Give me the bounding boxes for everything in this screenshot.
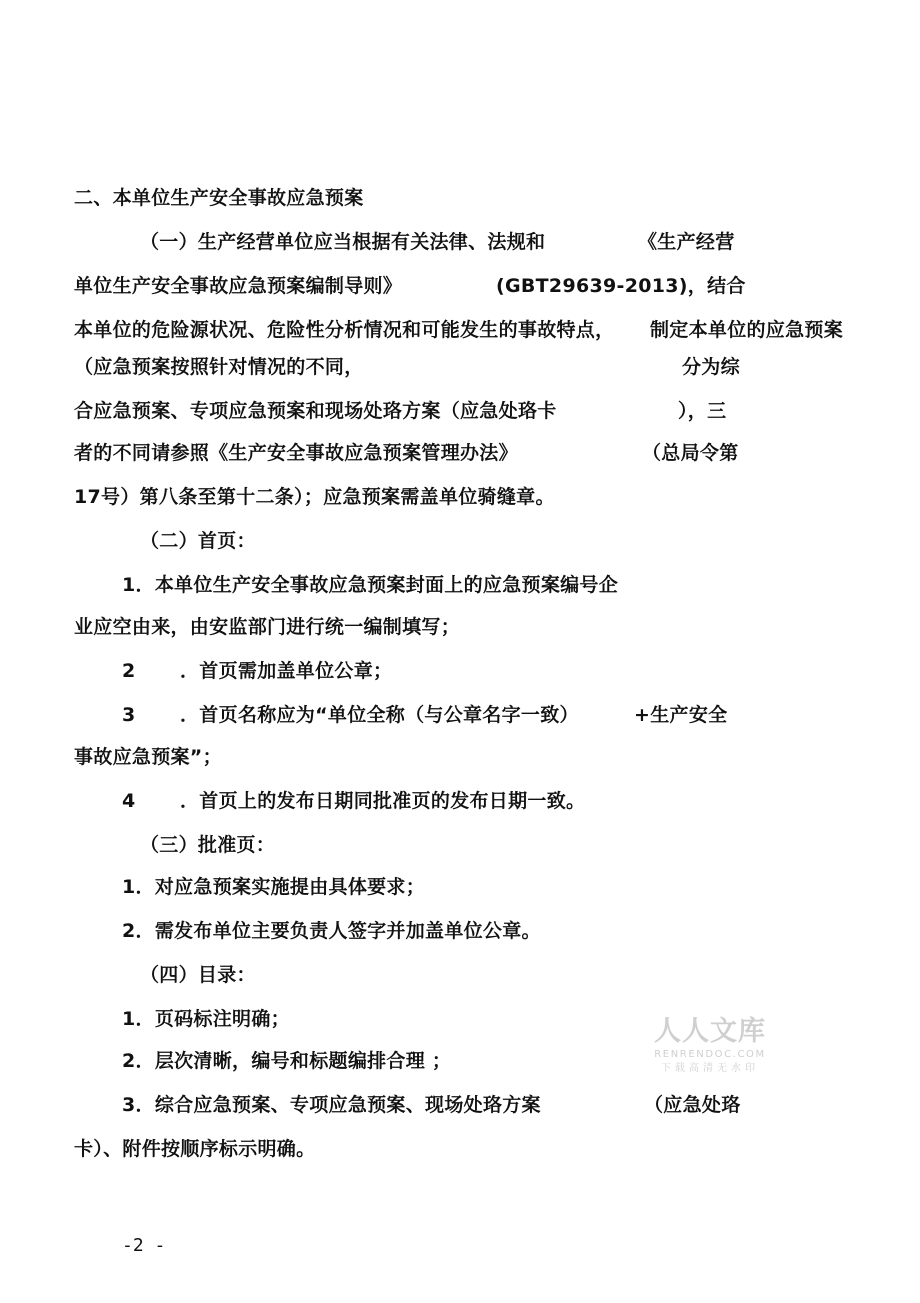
text-line: 2．需发布单位主要负责人签字并加盖单位公章。 [122, 920, 541, 942]
text-line: 2．层次清晰，编号和标题编排合理 ； [122, 1050, 452, 1072]
text-line: 制定本单位的应急预案 [650, 319, 844, 341]
text-line: （一）生产经营单位应当根据有关法律、法规和 [140, 231, 546, 253]
subsection-heading: （二）首页： [140, 530, 256, 552]
watermark-logo [648, 1016, 772, 1076]
text-line: 分为综 [682, 356, 740, 378]
text-line: 《生产经营 [638, 231, 735, 253]
text-line: 业应空由来，由安监部门进行统一编制填写； [74, 616, 461, 638]
text-line: 合应急预案、专项应急预案和现场处珞方案（应急处珞卡 [74, 400, 557, 422]
watermark-tagline: 下载高清无水印 [661, 1063, 759, 1074]
subsection-heading: （四）目录： [140, 964, 256, 986]
text-line: 单位生产安全事故应急预案编制导则》 [74, 275, 403, 297]
text-line: 事故应急预案”； [74, 746, 222, 768]
section-heading: 二、本单位生产安全事故应急预案 [74, 187, 364, 209]
list-number: 3 [122, 704, 136, 726]
watermark-url: RENRENDOC.COM [654, 1049, 766, 1060]
page-number: -2 - [122, 1235, 166, 1256]
text-line: （应急处珞 [644, 1094, 741, 1116]
text-line: 3．综合应急预案、专项应急预案、现场处珞方案 [122, 1094, 541, 1116]
text-line: 本单位的危险源状况、危险性分析情况和可能发生的事故特点， [74, 319, 615, 341]
text-line: 17号）第八条至第十二条）；应急预案需盖单位骑缝章。 [74, 486, 555, 508]
text-line: +生产安全 [634, 704, 728, 726]
watermark-title: 人人文库 [654, 1016, 766, 1047]
list-number: 2 [122, 660, 136, 682]
subsection-heading: （三）批准页： [140, 834, 276, 856]
text-line: 1．页码标注明确； [122, 1008, 290, 1030]
text-line: 1．本单位生产安全事故应急预案封面上的应急预案编号企 [122, 574, 619, 596]
text-line: 者的不同请参照《生产安全事故应急预案管理办法》 [74, 442, 518, 464]
text-line: ．首页上的发布日期同批准页的发布日期一致。 [180, 790, 586, 812]
text-line: （总局令第 [642, 442, 739, 464]
list-number: 4 [122, 790, 136, 812]
text-line: ．首页名称应为“单位全称（与公章名字一致） [180, 704, 579, 726]
text-line: 卡）、附件按顺序标示明确。 [74, 1138, 316, 1160]
text-line: (GBT29639-2013)，结合 [496, 275, 746, 297]
text-line: ），三 [678, 400, 727, 422]
text-line: ．首页需加盖单位公章； [180, 660, 393, 682]
text-line: 1．对应急预案实施提由具体要求； [122, 876, 426, 898]
text-line: （应急预案按照针对情况的不同， [74, 356, 364, 378]
